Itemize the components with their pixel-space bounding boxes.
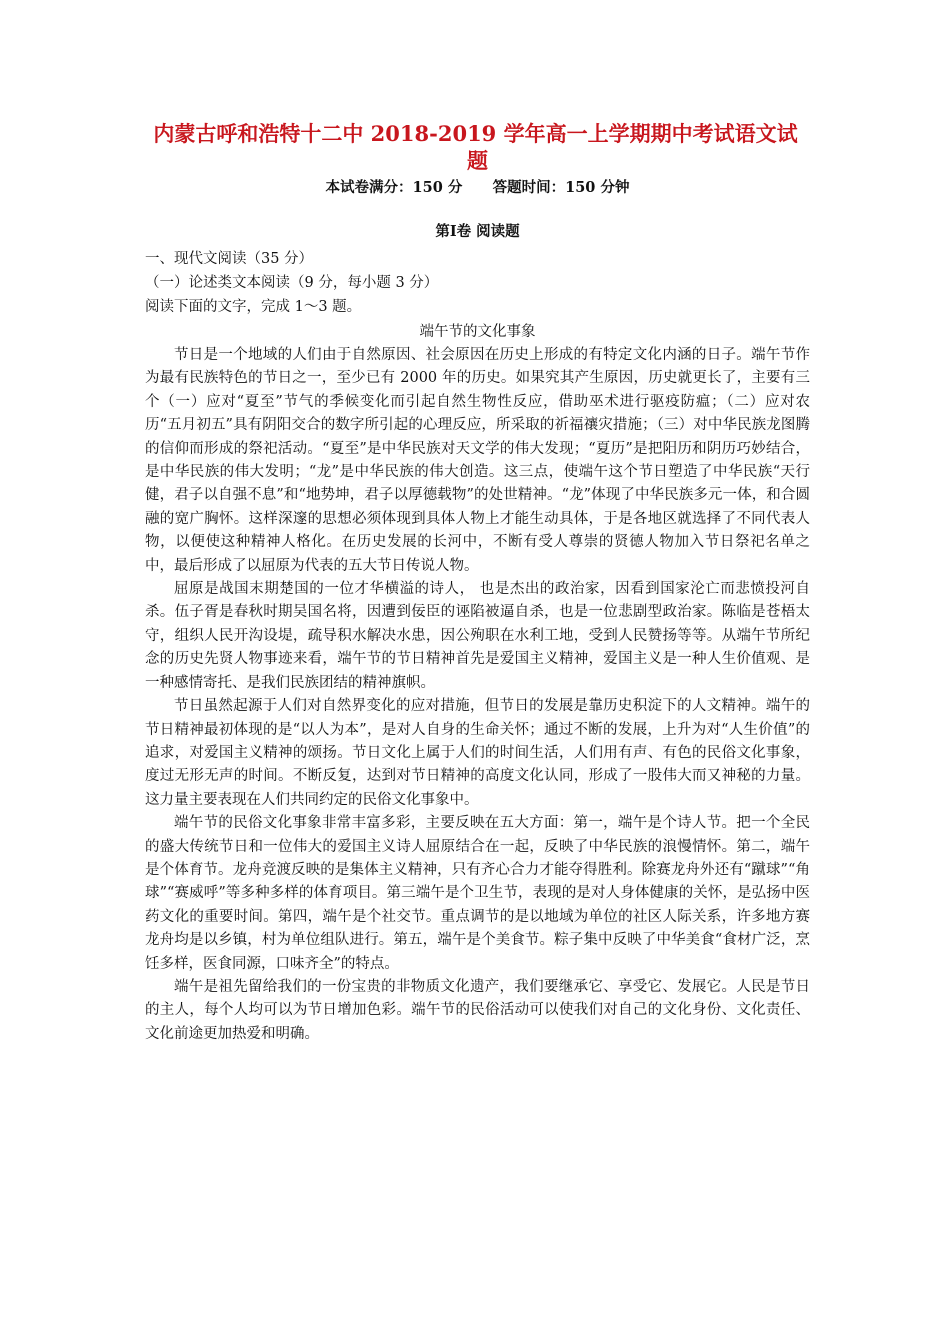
paragraph-3: 节日虽然起源于人们对自然界变化的应对措施，但节日的发展是靠历史积淀下的人文精神。端午的节日精神最初体现的是“以人为本”，是对人自身的生命关怀；通过不断的发展，上升为对“人生价值”的追求，对爱国主义精神的颂扬。节日文化上属于人们的时间生活，人们用有声、有色的民俗文化事象，度过无形无声的时间。不断反复，达到对节日精神的高度文化认同，形成了一股伟大而又神秘的力量。这力量主要表现在人们共同约定的民俗文化事象中。	[145, 698, 810, 808]
sub-part-heading: （一）论述类文本阅读（9 分，每小题 3 分）	[145, 275, 439, 291]
article-title: 端午节的文化事象	[419, 324, 536, 340]
exam-info: 本试卷满分：150 分 答题时间：150 分钟	[325, 179, 630, 196]
exam-page	[145, 120, 810, 1046]
paragraph-2: 屈原是战国末期楚国的一位才华横溢的诗人， 也是杰出的政治家，因看到国家沦亡而悲愤投河自杀。伍子胥是春秋时期吴国名将，因遭到佞臣的诬陷被逼自杀，也是一位悲剧型政治家。陈临是苍梧太守，组织人民开沟设堤，疏导积水解决水患，因公殉职在水利工地，受到人民赞扬等等。从端午节所纪念的历史先贤人物事迹来看，端午节的节日精神首先是爱国主义精神，爱国主义是一种人生价值观、是一种感情寄托、是我们民族团结的精神旗帜。	[145, 581, 810, 691]
paragraph-5: 端午是祖先留给我们的一份宝贵的非物质文化遗产，我们要继承它、享受它、发展它。人民是节日的主人，每个人均可以为节日增加色彩。端午节的民俗活动可以使我们对自己的文化身份、文化责任、文化前途更加热爱和明确。	[145, 978, 810, 1042]
reading-instruction: 阅读下面的文字，完成 1～3 题。	[145, 299, 362, 315]
document-title-line-2: 题	[467, 148, 488, 173]
document-title-line-1: 内蒙古呼和浩特十二中 2018-2019 学年高一上学期期中考试语文试	[153, 121, 798, 146]
part-one-heading: 一、现代文阅读（35 分）	[145, 251, 314, 267]
paragraph-4: 端午节的民俗文化事象非常丰富多彩，主要反映在五大方面：第一，端午是个诗人节。把一个全民的盛大传统节日和一位伟大的爱国主义诗人屈原结合在一起，反映了中华民族的浪慢情怀。第二，端午是个体育节。龙舟竞渡反映的是集体主义精神，只有齐心合力才能夺得胜利。除赛龙舟外还有“蹴球”“角球”“赛威呼”等多种多样的体育项目。第三端午是个卫生节，表现的是对人身体健康的关怀，是弘扬中医药文化的重要时间。第四，端午是个社交节。重点调节的是以地域为单位的社区人际关系，许多地方赛龙舟均是以乡镇，村为单位组队进行。第五，端午是个美食节。粽子集中反映了中华美食“食材广泛，烹饪多样，医食同源，口味齐全”的特点。	[145, 815, 810, 972]
section-title: 第Ⅰ卷 阅读题	[435, 223, 520, 240]
paragraph-1: 节日是一个地域的人们由于自然原因、社会原因在历史上形成的有特定文化内涵的日子。端午节作为最有民族特色的节日之一，至少已有 2000 年的历史。如果究其产生原因，历史就更长了，主要有三个（一）应对“夏至”节气的季候变化而引起自然生物性反应，借助巫术进行驱疫防瘟；（二）应对农历“五月初五”具有阴阳交合的数字所引起的心理反应，所采取的祈福禳灾措施；（三）对中华民族龙图腾的信仰而形成的祭祀活动。“夏至”是中华民族对天文学的伟大发现；“夏历”是把阳历和阴历巧妙结合，是中华民族的伟大发明；“龙”是中华民族的伟大创造。这三点，使端午这个节日塑造了中华民族“天行健，君子以自强不息”和“地势坤，君子以厚德载物”的处世精神。“龙”体现了中华民族多元一体，和合圆融的宽广胸怀。这样深邃的思想必须体现到具体人物上才能生动具体，于是各地区就选择了不同代表人物，以便使这种精神人格化。在历史发展的长河中，不断有受人尊崇的贤德人物加入节日祭祀名单之中，最后形成了以屈原为代表的五大节日传说人物。	[145, 347, 810, 574]
